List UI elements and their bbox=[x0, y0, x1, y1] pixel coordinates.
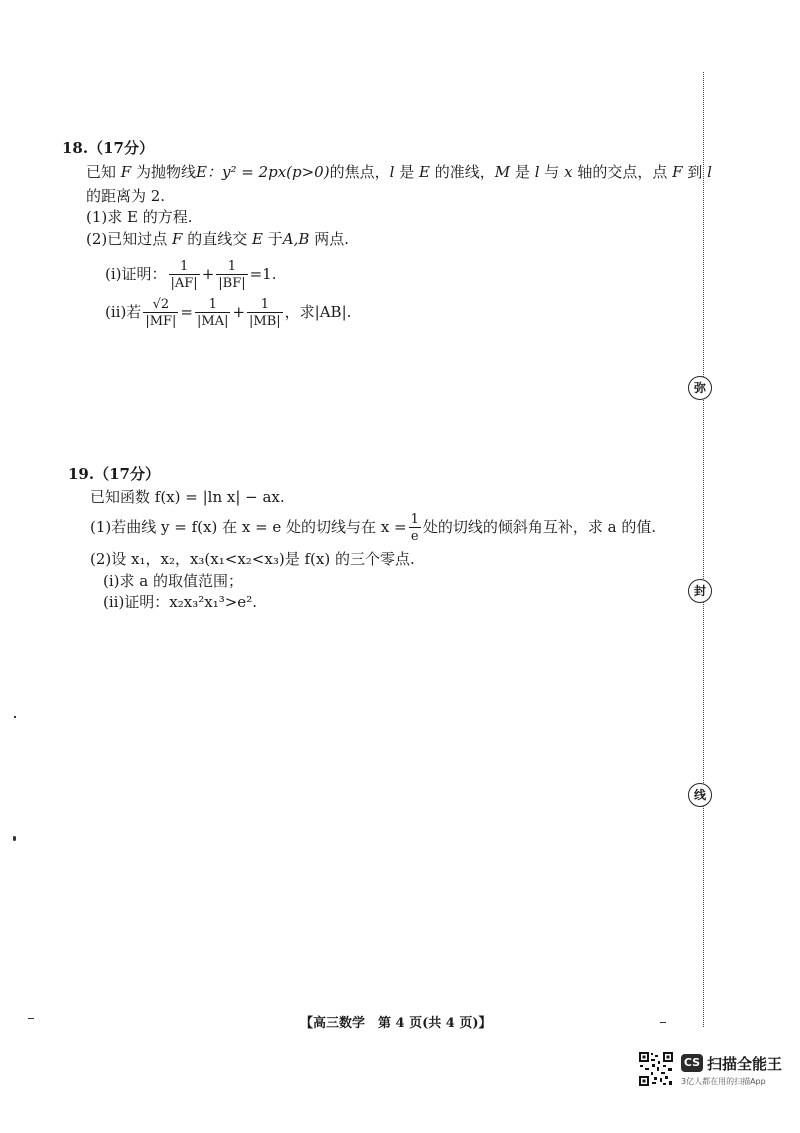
q18-text: 是 bbox=[514, 163, 530, 181]
scanner-tagline: 3亿人都在用的扫描App bbox=[681, 1077, 766, 1086]
fraction-BF: $\frac{1}{|BF|}$ bbox=[218, 259, 246, 291]
q18-text: 到 bbox=[687, 163, 703, 181]
q18-intro-line2: 的距离为 2. bbox=[86, 187, 166, 205]
q19-intro: 已知函数 f(x) = |ln x| − ax. bbox=[90, 488, 285, 506]
q18-intro-line1 bbox=[86, 162, 712, 182]
fraction-AF: $\frac{1}{|AF|}$ bbox=[170, 259, 198, 291]
q19-sub2: (ⅱ)证明：x₂x₃²x₁³>e². bbox=[103, 593, 257, 611]
parabola-equation: E：y² = 2px(p>0) bbox=[196, 163, 330, 181]
scan-speck bbox=[660, 1022, 666, 1023]
fraction-MF: $\frac{√2}{|MF|}$ bbox=[145, 297, 177, 329]
q18-text: =1. bbox=[249, 265, 277, 283]
q18-text: ，求|AB|. bbox=[284, 303, 352, 321]
qr-code-icon bbox=[638, 1051, 674, 1087]
seal-dotted-line bbox=[703, 72, 704, 1027]
var-F: F bbox=[120, 163, 132, 181]
q18-text: 两点. bbox=[314, 230, 349, 248]
q18-text: 是 bbox=[399, 163, 415, 181]
q19-text: (1)若曲线 y = f(x) 在 x = e 处的切线与在 x = bbox=[90, 518, 407, 536]
camscanner-logo-icon: CS bbox=[681, 1054, 703, 1072]
q19-sub1: (ⅰ)求 a 的取值范围； bbox=[103, 572, 243, 590]
q18-text: 已知 bbox=[86, 163, 117, 181]
var-F: F bbox=[172, 230, 183, 248]
seal-mark-mi: 弥 bbox=[688, 376, 712, 400]
var-E: E bbox=[252, 230, 263, 248]
q18-part2 bbox=[86, 229, 349, 249]
scanner-app-name: 扫描全能王 bbox=[707, 1055, 783, 1073]
q19-part2: (2)设 x₁，x₂，x₃(x₁<x₂<x₃)是 f(x) 的三个零点. bbox=[90, 550, 415, 568]
q19-part1 bbox=[90, 510, 656, 544]
q18-text: 轴的交点，点 bbox=[577, 163, 668, 181]
q18-text: 与 bbox=[544, 163, 560, 181]
q18-text: (2)已知过点 bbox=[86, 230, 168, 248]
fraction-one-over-e: $\frac{1}{e}$ bbox=[410, 512, 419, 544]
seal-mark-xian: 线 bbox=[688, 783, 712, 807]
var-l: l bbox=[707, 163, 712, 181]
var-l: l bbox=[534, 163, 540, 181]
var-M: M bbox=[494, 163, 511, 181]
q18-text: (ⅱ)若 bbox=[105, 303, 142, 321]
var-l: l bbox=[389, 163, 395, 181]
fraction-MB: $\frac{1}{|MB|}$ bbox=[249, 297, 281, 329]
q19-number: 19.（17分） bbox=[68, 465, 160, 483]
q18-text: 为抛物线 bbox=[136, 163, 197, 181]
scan-speck bbox=[14, 716, 16, 718]
seal-mark-feng: 封 bbox=[688, 579, 712, 603]
fraction-MA: $\frac{1}{|MA|}$ bbox=[196, 297, 229, 329]
q19-text: 处的切线的倾斜角互补，求 a 的值. bbox=[422, 518, 657, 536]
q18-text: (ⅰ)证明： bbox=[105, 265, 167, 283]
q18-number: 18.（17分） bbox=[62, 139, 154, 157]
var-E: E bbox=[419, 163, 430, 181]
var-x: x bbox=[564, 163, 573, 181]
scan-speck bbox=[13, 836, 16, 841]
page-footer: 【高三数学 第 4 页(共 4 页)】 bbox=[300, 1016, 492, 1031]
var-AB: A,B bbox=[282, 230, 310, 248]
q18-sub1: (ⅰ)证明： $\frac{1}{|AF|}$ + $\frac{1}{|BF|}$ =1. bbox=[105, 259, 277, 291]
var-F: F bbox=[672, 163, 683, 181]
q18-text: 的直线交 bbox=[187, 230, 248, 248]
q18-sub2: (ⅱ)若 $\frac{√2}{|MF|}$ = $\frac{1}{|MA|}$ + $\frac{1}{|MB|}$ ，求|AB|. bbox=[105, 297, 352, 329]
q18-text: 于 bbox=[267, 230, 283, 248]
q18-text: 的焦点， bbox=[329, 163, 390, 181]
q18-text: 的准线， bbox=[434, 163, 495, 181]
scan-speck bbox=[28, 1018, 34, 1019]
q18-part1: (1)求 E 的方程. bbox=[86, 208, 193, 226]
